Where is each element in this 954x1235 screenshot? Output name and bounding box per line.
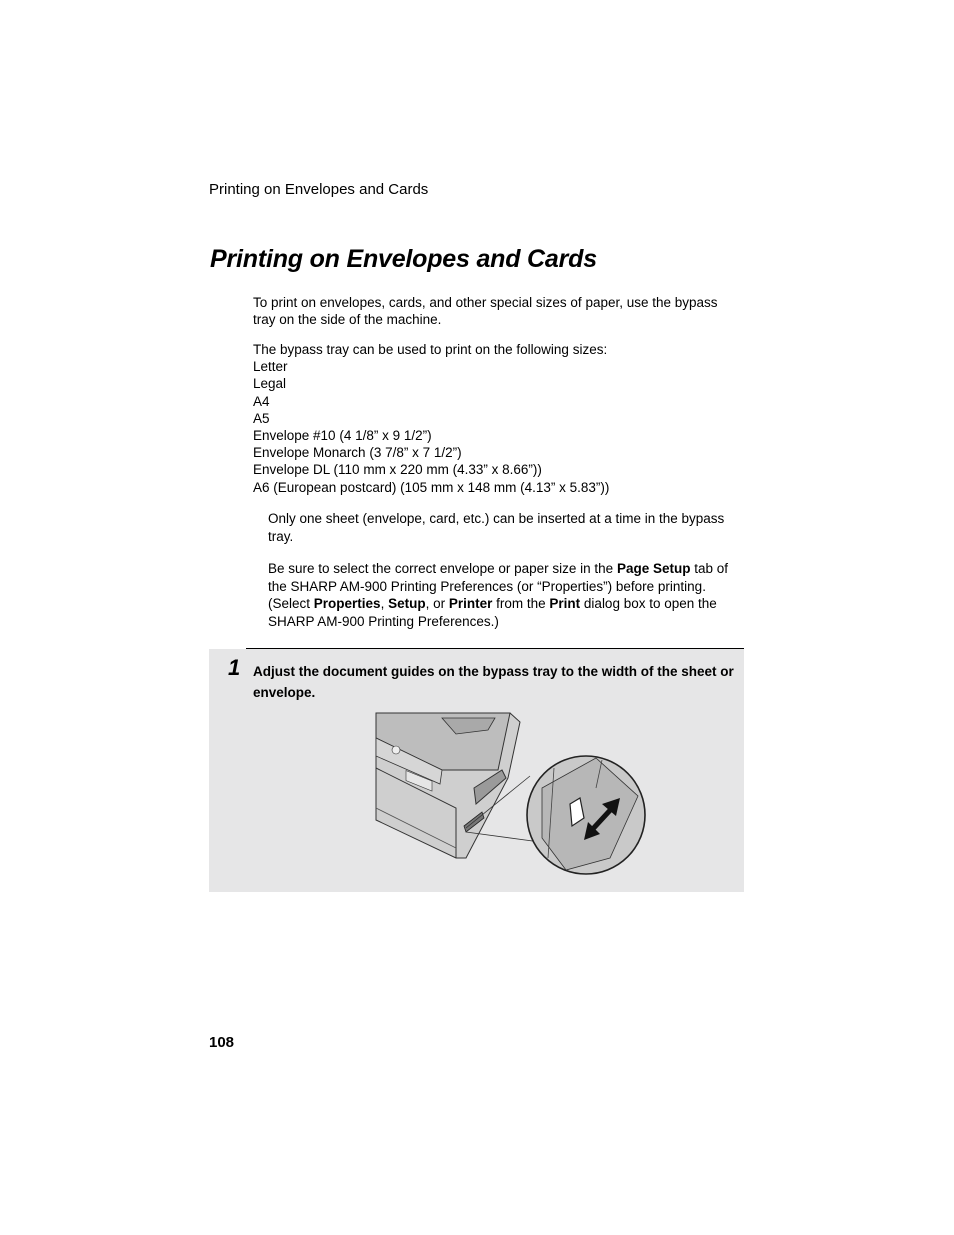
note-bold-print: Print [549, 596, 581, 611]
note-bold-setup: Setup [388, 596, 426, 611]
note-page-setup [268, 560, 738, 630]
note-text: , [380, 596, 389, 611]
running-head: Printing on Envelopes and Cards [209, 181, 429, 198]
size-item: A4 [253, 393, 270, 409]
size-item: Envelope Monarch (3 7/8” x 7 1/2”) [253, 445, 462, 461]
note-text: tab of the SHARP AM-900 Printing Preferences (or “Properties”) before printing. (Select [268, 561, 729, 611]
note-bold-page-setup: Page Setup [616, 561, 691, 576]
note-text: from the [492, 596, 550, 611]
size-item: A6 (European postcard) (105 mm x 148 mm (4.13” x 5.83”)) [253, 479, 610, 495]
printer-bypass-tray-illustration [370, 708, 660, 880]
note-bold-printer: Printer [448, 596, 493, 611]
note-text: Be sure to select the correct envelope or paper size in the [268, 561, 617, 576]
intro-paragraph: To print on envelopes, cards, and other special sizes of paper, use the bypass tray on the side of the machine. [253, 295, 718, 328]
step-number: 1 [228, 655, 241, 680]
page-number: 108 [209, 1034, 235, 1051]
size-item: Letter [253, 359, 288, 375]
sizes-block [253, 341, 743, 496]
size-item: Legal [253, 376, 287, 392]
note-bold-properties: Properties [313, 596, 381, 611]
size-item: A5 [253, 410, 270, 426]
note-single-sheet: Only one sheet (envelope, card, etc.) can be inserted at a time in the bypass tray. [268, 511, 725, 544]
sizes-intro: The bypass tray can be used to print on the following sizes: [253, 342, 608, 357]
note-text: dialog box to open the SHARP AM-900 Printing Preferences.) [268, 596, 717, 629]
page-title: Printing on Envelopes and Cards [210, 245, 597, 273]
step-instruction: Adjust the document guides on the bypass tray to the width of the sheet or envelope. [253, 664, 734, 700]
size-item: Envelope #10 (4 1/8” x 9 1/2”) [253, 428, 432, 444]
note-text: , or [425, 596, 449, 611]
size-item: Envelope DL (110 mm x 220 mm (4.33” x 8.66”)) [253, 462, 542, 478]
